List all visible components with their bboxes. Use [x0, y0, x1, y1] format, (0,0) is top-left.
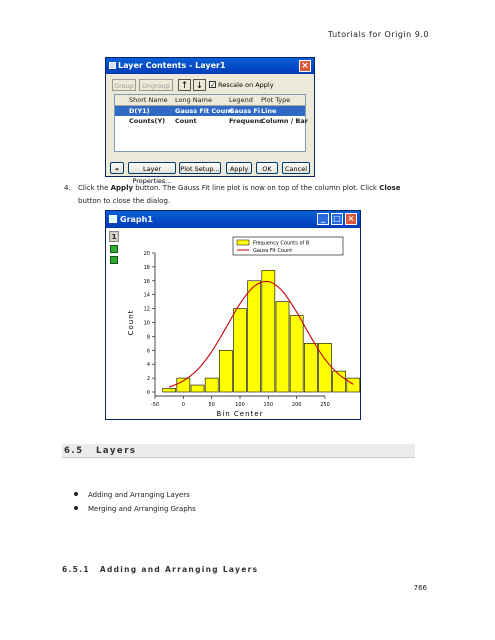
- subsection-title: Adding and Arranging Layers: [99, 565, 259, 574]
- cell-long-name: Count: [175, 117, 197, 125]
- x-tick-label: 0: [181, 402, 185, 408]
- step-text-post: button to close the dialog.: [78, 197, 171, 205]
- histogram-bar: [347, 378, 360, 392]
- histogram-bar: [248, 281, 261, 392]
- list-item-text: Merging and Arranging Graphs: [88, 505, 196, 513]
- y-tick-label: 12: [143, 306, 150, 313]
- step-text-pre: Click the: [78, 184, 111, 192]
- bullet-icon: [74, 492, 78, 496]
- close-icon[interactable]: ×: [345, 213, 357, 225]
- cell-short-name: Counts(Y): [129, 117, 166, 125]
- histogram-bar: [191, 385, 204, 392]
- histogram-bar: [205, 378, 218, 392]
- page-header: Tutorials for Origin 9.0: [327, 30, 429, 39]
- subsection-number: 6.5.1: [62, 565, 90, 574]
- histogram-bar: [318, 343, 331, 392]
- move-up-button[interactable]: [178, 79, 191, 91]
- legend-label: Frequency Counts of B: [253, 240, 310, 247]
- ok-button[interactable]: OK: [256, 162, 278, 174]
- col-header-plot-type[interactable]: Plot Type: [261, 96, 291, 104]
- y-tick-label: 8: [146, 334, 150, 341]
- y-tick-label: 20: [143, 251, 150, 257]
- col-header-long-name[interactable]: Long Name: [175, 96, 212, 104]
- x-tick-label: 150: [263, 402, 274, 408]
- y-tick-label: 18: [143, 264, 150, 271]
- graph-title: Graph1: [120, 215, 153, 224]
- legend-swatch-bar: [237, 240, 249, 245]
- histogram-bar: [177, 378, 190, 392]
- cancel-button[interactable]: Cancel: [282, 162, 310, 174]
- y-tick-label: 4: [146, 362, 150, 369]
- x-tick-label: 250: [320, 402, 330, 408]
- y-tick-label: 14: [143, 292, 150, 299]
- histogram-bar: [262, 270, 275, 392]
- arrow-up-icon: ↑: [180, 81, 189, 91]
- plot-setup-button[interactable]: Plot Setup...: [179, 162, 221, 174]
- rescale-on-apply-label: Rescale on Apply: [218, 81, 274, 89]
- maximize-icon[interactable]: □: [331, 213, 343, 225]
- layer-contents-dialog: [105, 57, 315, 185]
- col-header-short-name[interactable]: Short Name: [129, 96, 168, 104]
- y-tick-label: 16: [143, 278, 150, 285]
- collapse-button[interactable]: «: [110, 162, 124, 174]
- list-item-text: Adding and Arranging Layers: [88, 491, 190, 499]
- x-tick-label: 100: [235, 402, 245, 408]
- histogram-bar: [163, 389, 176, 392]
- y-tick-label: 10: [143, 320, 150, 327]
- graph-window: [105, 210, 361, 420]
- minimize-icon[interactable]: _: [317, 213, 329, 225]
- cell-legend: Frequenc: [229, 117, 263, 125]
- list-item: [88, 491, 190, 499]
- list-item: [88, 505, 196, 513]
- graph-title-bar: [106, 211, 360, 228]
- histogram-bar: [233, 309, 246, 392]
- col-header-legend[interactable]: Legend: [229, 96, 253, 104]
- close-icon[interactable]: ×: [299, 60, 311, 72]
- cell-legend: Gauss Fi: [229, 107, 261, 115]
- histogram-bar: [219, 350, 232, 392]
- section-heading: [62, 444, 415, 458]
- y-tick-label: 2: [146, 376, 150, 383]
- cell-short-name: D(Y1): [129, 107, 150, 115]
- table-row[interactable]: [115, 116, 308, 126]
- y-axis-label: Count: [127, 309, 135, 336]
- page-number: 766: [413, 584, 427, 592]
- cell-long-name: Gauss Fit Count: [175, 107, 233, 115]
- bullet-icon: [74, 506, 78, 510]
- cell-plot-type: Column / Bar: [261, 117, 308, 125]
- rescale-on-apply-checkbox[interactable]: ✓: [210, 81, 216, 89]
- dialog-app-icon: [109, 62, 116, 69]
- layer-contents-table: [114, 94, 306, 152]
- histogram-bar: [290, 316, 303, 392]
- dialog-title: Layer Contents - Layer1: [118, 61, 226, 70]
- legend-label: Gauss Fit Count: [253, 248, 293, 254]
- y-tick-label: 6: [146, 348, 150, 355]
- ungroup-button[interactable]: Ungroup: [139, 79, 173, 91]
- step-apply-term: Apply: [110, 184, 134, 192]
- y-tick-label: 0: [146, 390, 150, 396]
- dialog-title-bar: [106, 58, 314, 74]
- move-down-button[interactable]: [193, 79, 206, 91]
- step-number: 4.: [64, 184, 71, 192]
- subsection-heading: [62, 565, 268, 574]
- section-number: 6.5: [64, 446, 84, 456]
- step-instruction: [64, 182, 418, 208]
- graph-page: [107, 229, 359, 419]
- apply-button[interactable]: Apply: [226, 162, 252, 174]
- histogram-bar: [304, 343, 317, 392]
- step-text-mid: button. The Gauss Fit line plot is now on top of the column plot. Click: [133, 184, 380, 192]
- layer-properties-button[interactable]: Layer Properties...: [128, 162, 176, 174]
- x-tick-label: 50: [208, 402, 215, 408]
- arrow-down-icon: ↓: [195, 81, 204, 91]
- x-tick-label: -50: [150, 402, 160, 408]
- histogram-bar: [276, 302, 289, 392]
- x-tick-label: 200: [291, 402, 302, 408]
- cell-plot-type: Line: [261, 107, 277, 115]
- table-row[interactable]: [115, 106, 305, 116]
- x-axis-label: Bin Center: [216, 410, 264, 418]
- table-header-row: [115, 95, 305, 106]
- group-button[interactable]: Group: [112, 79, 136, 91]
- layer-indicator[interactable]: 1: [109, 231, 119, 242]
- section-title: Layers: [96, 446, 137, 456]
- step-close-term: Close: [379, 184, 401, 192]
- graph-app-icon: [109, 215, 117, 223]
- histogram-chart: [107, 229, 359, 419]
